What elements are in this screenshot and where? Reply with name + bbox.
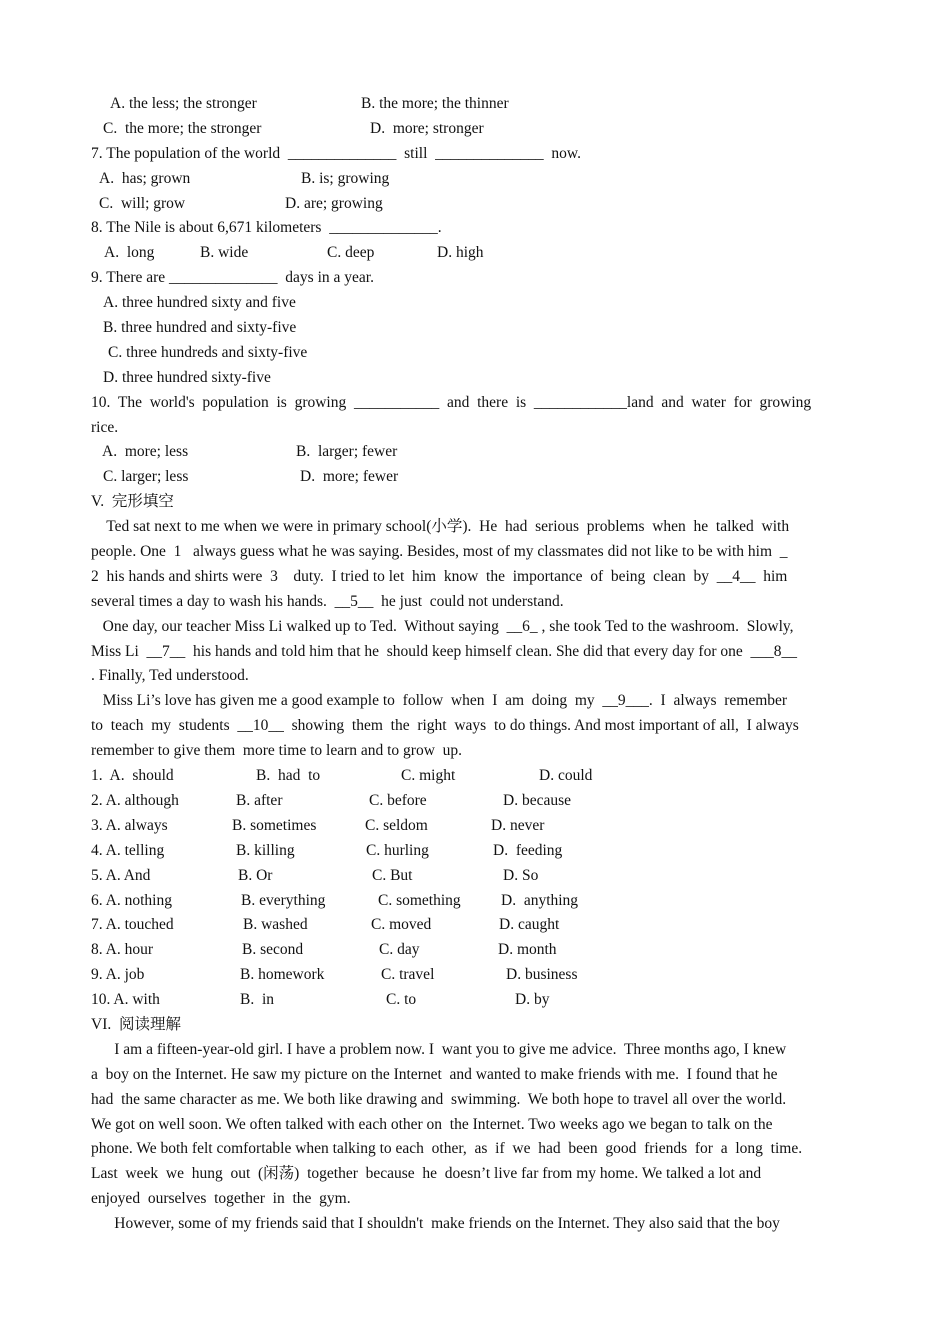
q8-options-row xyxy=(91,241,859,266)
cloze-8-c: C. day xyxy=(379,941,420,959)
cloze-options xyxy=(91,764,859,1013)
cloze-7-a: 7. A. touched xyxy=(91,916,174,934)
cloze-9-d: D. business xyxy=(506,966,578,984)
cloze-option-row-1 xyxy=(91,764,859,789)
reading-p1-line-5: phone. We both felt comfortable when talking to each other, as if we had been good friends for a long time. xyxy=(91,1140,803,1158)
cloze-7-d: D. caught xyxy=(499,916,560,934)
q9-option-d: D. three hundred sixty-five xyxy=(103,368,271,386)
cloze-option-row-4 xyxy=(91,839,859,864)
cloze-8-d: D. month xyxy=(498,941,557,959)
cloze-option-row-3 xyxy=(91,814,859,839)
cloze-10-b: B. in xyxy=(240,991,275,1009)
reading-p1-line-6: Last week we hung out (闲荡) together because he doesn’t live far from my home. We talked a lot and xyxy=(91,1165,762,1183)
q9-question: 9. There are ______________ days in a year. xyxy=(91,269,374,287)
reading-p2-line-1: However, some of my friends said that I shouldn't make friends on the Internet. They also said that the boy xyxy=(91,1215,780,1233)
cloze-p3-line-1: Miss Li’s love has given me a good example to follow when I am doing my __9___. I always remember xyxy=(91,692,788,710)
reading-paragraph-2 xyxy=(91,1212,859,1237)
cloze-4-d: D. feeding xyxy=(493,841,563,859)
q6-option-b: B. the more; the thinner xyxy=(361,95,509,112)
q10-option-a: A. more; less xyxy=(102,443,189,461)
cloze-p3-line-3: remember to give them more time to learn and to grow up. xyxy=(91,742,463,760)
cloze-6-b: B. everything xyxy=(241,891,326,909)
q9-option-a: A. three hundred sixty and five xyxy=(103,294,296,312)
cloze-p3-line-2: to teach my students __10__ showing them the right ways to do things. And most important of all, I always xyxy=(91,717,799,735)
cloze-10-d: D. by xyxy=(515,991,550,1009)
cloze-p2-line-1: One day, our teacher Miss Li walked up to Ted. Without saying __6_ , she took Ted to the washroom. Slowly, xyxy=(91,617,794,635)
cloze-option-row-6 xyxy=(91,889,859,914)
q10-question-line-2: rice. xyxy=(91,418,119,436)
cloze-p1-line-2: people. One 1 always guess what he was saying. Besides, most of my classmates did not like to be with him _ xyxy=(91,543,788,561)
q7-option-d: D. are; growing xyxy=(285,194,383,212)
q9-option-b: B. three hundred and sixty-five xyxy=(103,319,297,337)
reading-p1-line-2: a boy on the Internet. He saw my picture on the Internet and wanted to make friends with me. I found that he xyxy=(91,1065,778,1083)
cloze-10-c: C. to xyxy=(386,991,417,1009)
cloze-8-a: 8. A. hour xyxy=(91,941,153,959)
q9-option-a-row xyxy=(91,291,859,316)
cloze-1-c: C. might xyxy=(401,767,456,785)
cloze-4-a: 4. A. telling xyxy=(91,841,165,859)
cloze-1-b: B. had to xyxy=(256,767,321,785)
cloze-5-b: B. Or xyxy=(238,866,273,884)
cloze-9-a: 9. A. job xyxy=(91,966,145,984)
cloze-p2-line-3: . Finally, Ted understood. xyxy=(91,667,249,685)
q7-options-row-2 xyxy=(91,192,859,217)
cloze-5-a: 5. A. And xyxy=(91,866,151,884)
q6-options-row-1 xyxy=(91,92,859,117)
cloze-1-d: D. could xyxy=(539,767,593,785)
cloze-3-a: 3. A. always xyxy=(91,816,168,834)
q7-option-b: B. is; growing xyxy=(301,169,390,187)
q10-options-row-1 xyxy=(91,440,859,465)
q9-option-d-row xyxy=(91,366,859,391)
q10-option-b: B. larger; fewer xyxy=(296,443,398,461)
worksheet-page xyxy=(91,92,859,1237)
cloze-7-c: C. moved xyxy=(371,916,432,934)
q9-option-b-row xyxy=(91,316,859,341)
cloze-2-c: C. before xyxy=(369,791,427,809)
cloze-paragraph-3 xyxy=(91,689,859,764)
q8-option-c: C. deep xyxy=(327,244,375,262)
section-5-heading: V. 完形填空 xyxy=(91,493,174,511)
reading-paragraph-1 xyxy=(91,1038,859,1212)
q10-question-line-1: 10. The world's population is growing ___________ and there is ____________land and water for growing xyxy=(91,393,812,411)
cloze-p1-line-4: several times a day to wash his hands. __5__ he just could not understand. xyxy=(91,592,564,610)
reading-p1-line-1: I am a fifteen-year-old girl. I have a problem now. I want you to give me advice. Three months ago, I knew xyxy=(91,1040,787,1058)
cloze-1-a: 1. A. should xyxy=(91,767,174,785)
cloze-7-b: B. washed xyxy=(243,916,308,934)
q7-option-c: C. will; grow xyxy=(99,194,186,212)
cloze-4-c: C. hurling xyxy=(366,841,429,859)
cloze-option-row-8 xyxy=(91,938,859,963)
cloze-option-row-2 xyxy=(91,789,859,814)
cloze-3-d: D. never xyxy=(491,816,545,834)
cloze-option-row-5 xyxy=(91,864,859,889)
q6-options-row-2 xyxy=(91,117,859,142)
reading-p1-line-4: We got on well soon. We often talked with each other on the Internet. Two weeks ago we began to talk on the xyxy=(91,1115,773,1133)
reading-p1-line-7: enjoyed ourselves together in the gym. xyxy=(91,1190,351,1208)
cloze-9-c: C. travel xyxy=(381,966,435,984)
q10-options-row-2 xyxy=(91,465,859,490)
q8-option-b: B. wide xyxy=(200,244,249,262)
cloze-option-row-9 xyxy=(91,963,859,988)
q9-option-c: C. three hundreds and sixty-five xyxy=(108,343,308,361)
cloze-p2-line-2: Miss Li __7__ his hands and told him that he should keep himself clean. She did that every day for one ___8__ xyxy=(91,642,797,660)
cloze-3-c: C. seldom xyxy=(365,816,428,834)
cloze-paragraph-2 xyxy=(91,615,859,690)
q7-option-a: A. has; grown xyxy=(99,169,191,187)
q6-option-d: D. more; stronger xyxy=(370,119,484,137)
cloze-6-a: 6. A. nothing xyxy=(91,891,172,909)
cloze-2-d: D. because xyxy=(503,791,571,809)
cloze-9-b: B. homework xyxy=(240,966,325,984)
q6-option-a: A. the less; the stronger xyxy=(110,95,257,112)
cloze-6-c: C. something xyxy=(378,891,461,909)
q8-option-a: A. long xyxy=(104,244,155,262)
cloze-8-b: B. second xyxy=(242,941,304,959)
cloze-option-row-10 xyxy=(91,988,859,1013)
cloze-4-b: B. killing xyxy=(236,841,295,859)
cloze-p1-line-1: Ted sat next to me when we were in primary school(小学). He had serious problems when he talked with xyxy=(91,518,790,536)
section-6-heading: VI. 阅读理解 xyxy=(91,1015,181,1033)
q8-option-d: D. high xyxy=(437,244,484,262)
cloze-6-d: D. anything xyxy=(501,891,579,909)
q7-options-row-1 xyxy=(91,167,859,192)
reading-p1-line-3: had the same character as me. We both like drawing and swimming. We both hope to travel all over the world. xyxy=(91,1090,787,1108)
cloze-2-a: 2. A. although xyxy=(91,791,179,809)
cloze-10-a: 10. A. with xyxy=(91,991,160,1009)
cloze-5-c: C. But xyxy=(372,866,413,884)
q6-option-c: C. the more; the stronger xyxy=(103,119,262,137)
cloze-paragraph-1 xyxy=(91,515,859,615)
q8-question: 8. The Nile is about 6,671 kilometers ______________. xyxy=(91,219,442,237)
q10-option-d: D. more; fewer xyxy=(300,468,399,486)
cloze-3-b: B. sometimes xyxy=(232,816,317,834)
q7-question: 7. The population of the world ______________ still ______________ now. xyxy=(91,144,581,162)
q9-option-c-row xyxy=(91,341,859,366)
q10-option-c: C. larger; less xyxy=(103,468,189,486)
cloze-5-d: D. So xyxy=(503,866,539,884)
cloze-p1-line-3: 2 his hands and shirts were 3 duty. I tried to let him know the importance of being clean by __4__ him xyxy=(91,567,788,585)
cloze-option-row-7 xyxy=(91,913,859,938)
cloze-2-b: B. after xyxy=(236,791,283,809)
